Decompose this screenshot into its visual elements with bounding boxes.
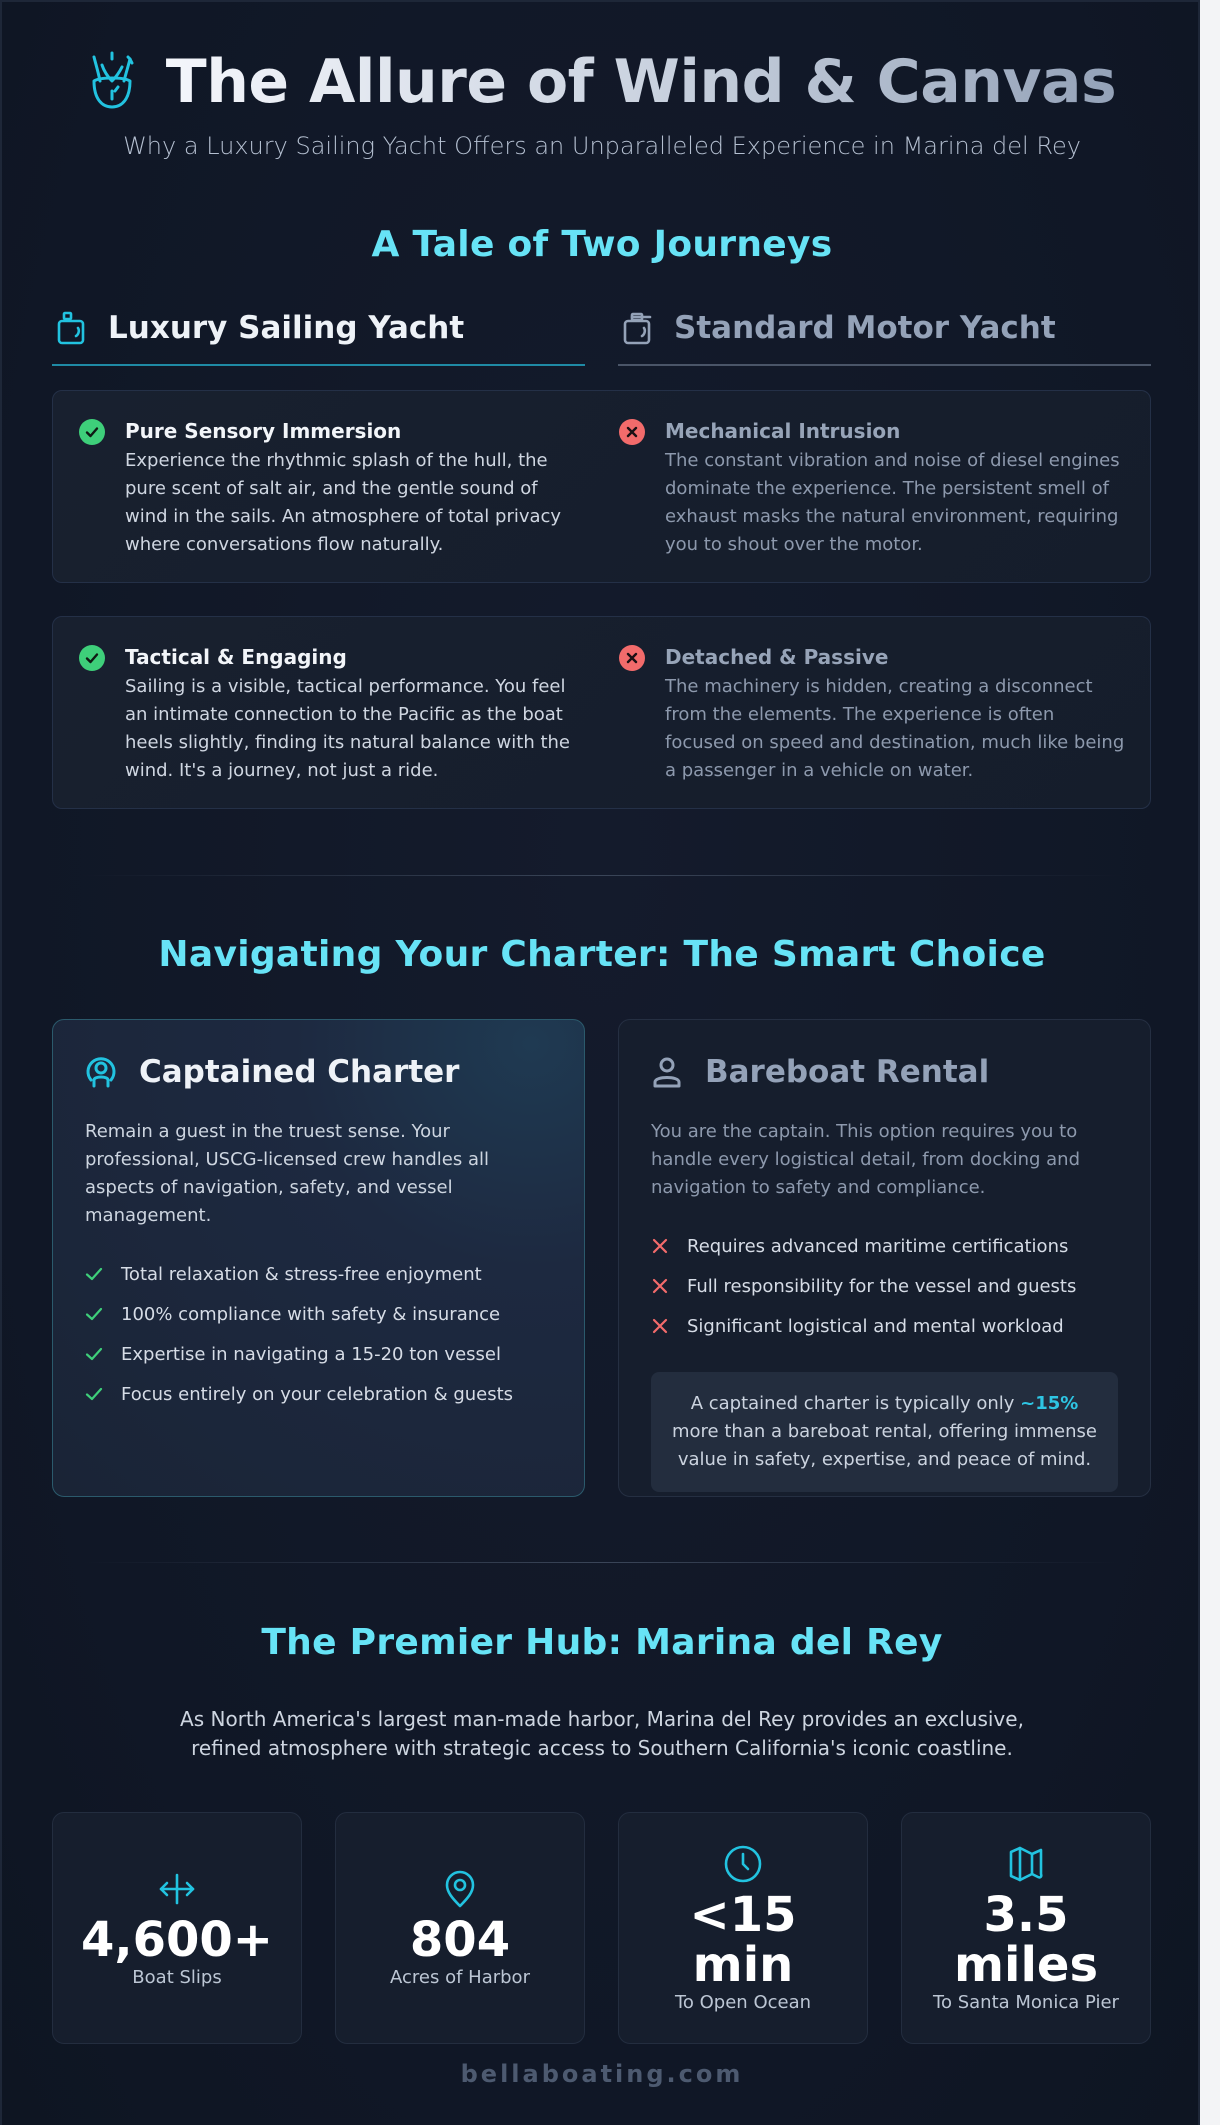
- map-icon: [1006, 1844, 1046, 1884]
- section-title-charter: Navigating Your Charter: The Smart Choice: [158, 934, 1046, 975]
- check-icon: [85, 1345, 103, 1363]
- x-circle-icon: [619, 419, 645, 445]
- clock-icon: [723, 1844, 763, 1884]
- drawback-text: Significant logistical and mental workload: [687, 1315, 1064, 1337]
- motorboat-icon: [622, 311, 652, 345]
- plan-description: You are the captain. This option requires you to handle every logistical detail, from docking and navigation to safety and compliance.: [651, 1121, 1080, 1198]
- x-icon: [651, 1317, 669, 1335]
- column-header-sailing: [56, 303, 464, 353]
- plan-title: Captained Charter: [139, 1054, 460, 1090]
- note-text: A captained charter is typically only: [690, 1393, 1021, 1414]
- check-circle-icon: [79, 419, 105, 445]
- hero-header: [2, 46, 1202, 118]
- sailboat-icon: [56, 311, 86, 345]
- check-icon: [85, 1305, 103, 1323]
- comparison-negative: [619, 417, 1129, 559]
- column-underline-sailing: [52, 364, 585, 366]
- hub-description: As North America's largest man-made harbor, Marina del Rey provides an exclusive, refined atmosphere with strategic access to Southern California's iconic coastline.: [180, 1707, 1024, 1760]
- stat-card-boat-slips: [52, 1812, 302, 2044]
- column-label: Luxury Sailing Yacht: [108, 310, 465, 346]
- footer-brand[interactable]: bellaboating.com: [460, 2060, 744, 2088]
- drawback-list: [651, 1226, 1118, 1346]
- note-highlight: ~15%: [1020, 1393, 1079, 1414]
- stat-value: [689, 1886, 797, 1993]
- comparison-text: Experience the rhythmic splash of the hull, the pure scent of salt air, and the gentle sound of wind in the sails. An atmosphere of total privacy where conversations flow naturally.: [125, 450, 562, 555]
- check-circle-icon: [79, 645, 105, 671]
- section-title-hub: The Premier Hub: Marina del Rey: [261, 1622, 943, 1663]
- stat-value: 4,600+: [80, 1911, 274, 1968]
- comparison-positive: [79, 643, 579, 785]
- arrows-horizontal-icon: [157, 1869, 197, 1909]
- section-divider: [82, 875, 1122, 876]
- captain-icon: [85, 1056, 117, 1088]
- note-text: more than a bareboat rental, offering immense value in safety, expertise, and peace of mind.: [672, 1421, 1097, 1470]
- comparison-negative: [619, 643, 1129, 785]
- stat-card-acres: [335, 1812, 585, 2044]
- x-circle-icon: [619, 645, 645, 671]
- comparison-text: The machinery is hidden, creating a disconnect from the elements. The experience is often focused on speed and destination, much like being a passenger in a vehicle on water.: [665, 676, 1125, 781]
- bareboat-rental-card: [618, 1019, 1151, 1497]
- comparison-title: Tactical & Engaging: [125, 645, 347, 669]
- map-pin-icon: [440, 1869, 480, 1909]
- x-icon: [651, 1277, 669, 1295]
- comparison-text: The constant vibration and noise of diesel engines dominate the experience. The persistent smell of exhaust masks the natural environment, requiring you to shout over the motor.: [665, 450, 1120, 555]
- plan-title: Bareboat Rental: [705, 1054, 990, 1090]
- stat-value-line: 3.5: [983, 1886, 1069, 1943]
- stat-value-line: miles: [953, 1936, 1099, 1993]
- benefit-text: Focus entirely on your celebration & guests: [121, 1383, 514, 1405]
- comparison-title: Mechanical Intrusion: [665, 419, 901, 443]
- sailboat-icon: [88, 51, 136, 113]
- drawback-text: Full responsibility for the vessel and guests: [687, 1275, 1077, 1297]
- column-label: Standard Motor Yacht: [674, 310, 1056, 346]
- page-title: The Allure of Wind & Canvas: [165, 47, 1117, 117]
- page-subtitle: Why a Luxury Sailing Yacht Offers an Unparalleled Experience in Marina del Rey: [123, 132, 1081, 160]
- stat-value-line: min: [692, 1936, 794, 1993]
- column-underline-motor: [618, 364, 1151, 366]
- captained-charter-card: [52, 1019, 585, 1497]
- comparison-positive: [79, 417, 579, 559]
- section-divider: [82, 1562, 1122, 1563]
- benefit-item: [85, 1374, 552, 1414]
- stat-card-pier: [901, 1812, 1151, 2044]
- benefit-item: [85, 1254, 552, 1294]
- comparison-title: Pure Sensory Immersion: [125, 419, 402, 443]
- benefit-list: [85, 1254, 552, 1414]
- stat-label: Boat Slips: [132, 1966, 222, 1988]
- user-icon: [651, 1056, 683, 1088]
- x-icon: [651, 1237, 669, 1255]
- plan-description: Remain a guest in the truest sense. Your professional, USCG-licensed crew handles all aspects of navigation, safety, and vessel management.: [85, 1121, 489, 1226]
- drawback-item: [651, 1306, 1118, 1346]
- check-icon: [85, 1385, 103, 1403]
- drawback-item: [651, 1266, 1118, 1306]
- stat-label: To Santa Monica Pier: [933, 1991, 1119, 2013]
- benefit-item: [85, 1334, 552, 1374]
- stat-label: To Open Ocean: [674, 1991, 812, 2013]
- section-title-journeys: A Tale of Two Journeys: [371, 224, 833, 265]
- benefit-text: 100% compliance with safety & insurance: [121, 1303, 501, 1325]
- plan-header: [85, 1050, 552, 1094]
- stat-label: Acres of Harbor: [390, 1966, 530, 1988]
- stat-value: [953, 1886, 1099, 1993]
- comparison-text: Sailing is a visible, tactical performance. You feel an intimate connection to the Pacific as the boat heels slightly, finding its natural balance with the wind. It's a journey, not just a ride.: [125, 676, 571, 781]
- drawback-text: Requires advanced maritime certifications: [687, 1235, 1069, 1257]
- stat-card-ocean: [618, 1812, 868, 2044]
- pricing-note: [651, 1372, 1118, 1492]
- benefit-text: Expertise in navigating a 15-20 ton vessel: [121, 1343, 501, 1365]
- comparison-row: [52, 616, 1151, 809]
- stat-value-line: <15: [689, 1886, 797, 1943]
- benefit-item: [85, 1294, 552, 1334]
- comparison-title: Detached & Passive: [665, 645, 889, 669]
- stat-value: 804: [409, 1911, 511, 1968]
- plan-header: [651, 1050, 1118, 1094]
- drawback-item: [651, 1226, 1118, 1266]
- column-header-motor: [622, 303, 1056, 353]
- check-icon: [85, 1265, 103, 1283]
- benefit-text: Total relaxation & stress-free enjoyment: [121, 1263, 482, 1285]
- comparison-row: [52, 390, 1151, 583]
